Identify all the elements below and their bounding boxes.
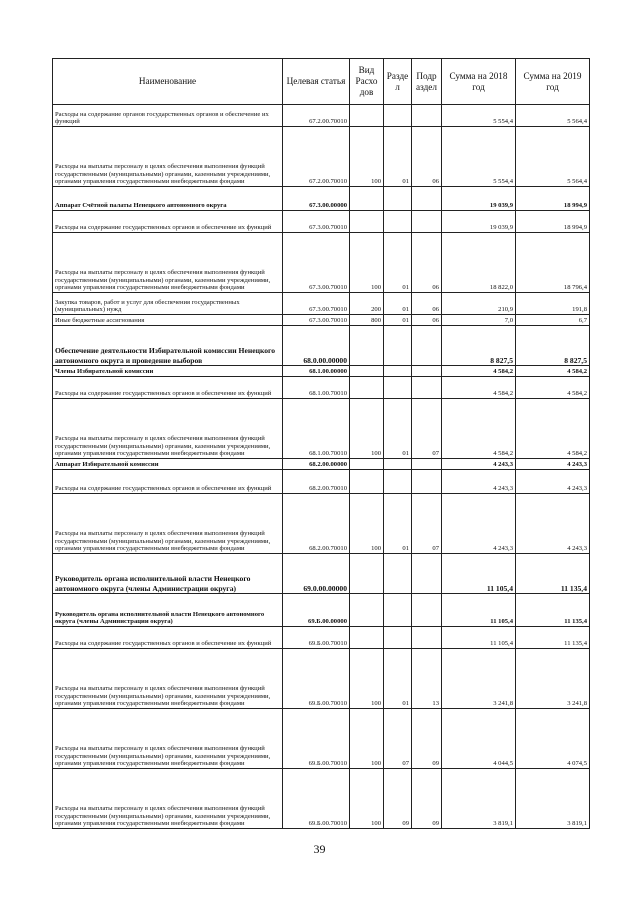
cell-sum-2019: 18 796,4: [516, 233, 590, 293]
cell-razdel: [384, 470, 412, 494]
cell-podrazdel: 06: [412, 233, 442, 293]
table-row: [53, 554, 590, 594]
cell-code: 69.Б.00.00000: [283, 594, 350, 627]
cell-code: 67.2.00.70010: [283, 127, 350, 187]
cell-razdel: 01: [384, 315, 412, 326]
cell-podrazdel: [412, 594, 442, 627]
cell-vid: [350, 459, 384, 470]
cell-code: 68.2.00.00000: [283, 459, 350, 470]
table-row: [53, 127, 590, 187]
cell-razdel: 01: [384, 127, 412, 187]
table-row: [53, 105, 590, 127]
cell-code: 67.3.00.70010: [283, 315, 350, 326]
cell-code: 67.2.00.70010: [283, 105, 350, 127]
header-sum-2018: Сумма на 2018 год: [442, 59, 516, 105]
cell-name: Обеспечение деятельности Избирательной комиссии Ненецкого автономного округа и проведение выборов: [53, 326, 283, 366]
table-row: [53, 187, 590, 211]
cell-name: Члены Избирательной комиссии: [53, 366, 283, 377]
cell-sum-2018: 3 241,8: [442, 649, 516, 709]
cell-sum-2019: 191,8: [516, 293, 590, 315]
cell-sum-2018: 11 105,4: [442, 594, 516, 627]
cell-name: Расходы на содержание государственных органов и обеспечение их функций: [53, 627, 283, 649]
cell-code: 67.3.00.00000: [283, 187, 350, 211]
cell-razdel: [384, 326, 412, 366]
cell-podrazdel: 07: [412, 399, 442, 459]
cell-vid: [350, 187, 384, 211]
cell-sum-2018: 4 243,3: [442, 470, 516, 494]
cell-razdel: [384, 627, 412, 649]
page-number: 39: [313, 842, 326, 856]
cell-vid: [350, 377, 384, 399]
cell-name: Расходы на выплаты персоналу в целях обеспечения выполнения функций государственными (муниципальными) органами, казенными учреждениями, органами управления государственными внебюджетными фондами: [53, 494, 283, 554]
cell-vid: 100: [350, 127, 384, 187]
cell-vid: 100: [350, 494, 384, 554]
cell-code: 67.3.00.70010: [283, 233, 350, 293]
cell-podrazdel: [412, 554, 442, 594]
cell-sum-2019: 4 584,2: [516, 377, 590, 399]
cell-name: Расходы на выплаты персоналу в целях обеспечения выполнения функций государственными (муниципальными) органами, казенными учреждениями, органами управления государственными внебюджетными фондами: [53, 399, 283, 459]
cell-name: Аппарат Избирательной комиссии: [53, 459, 283, 470]
cell-code: 69.Б.00.70010: [283, 709, 350, 769]
table-row: [53, 649, 590, 709]
cell-vid: [350, 211, 384, 233]
cell-name: Расходы на выплаты персоналу в целях обеспечения выполнения функций государственными (муниципальными) органами, казенными учреждениями, органами управления государственными внебюджетными фондами: [53, 233, 283, 293]
cell-podrazdel: 06: [412, 293, 442, 315]
budget-table: [52, 58, 590, 829]
cell-podrazdel: [412, 105, 442, 127]
table-row: [53, 709, 590, 769]
cell-sum-2018: 4 584,2: [442, 366, 516, 377]
header-vid: Вид Расхо дов: [350, 59, 384, 105]
cell-razdel: [384, 377, 412, 399]
cell-code: 67.3.00.70010: [283, 293, 350, 315]
table-row: [53, 594, 590, 627]
cell-sum-2018: 19 039,9: [442, 187, 516, 211]
cell-name: Расходы на содержание государственных органов и обеспечение их функций: [53, 377, 283, 399]
table-row: [53, 233, 590, 293]
cell-podrazdel: [412, 187, 442, 211]
table-row: [53, 326, 590, 366]
cell-name: Аппарат Счётной палаты Ненецкого автономного округа: [53, 187, 283, 211]
cell-sum-2019: 11 135,4: [516, 594, 590, 627]
cell-vid: 100: [350, 399, 384, 459]
cell-vid: 200: [350, 293, 384, 315]
cell-sum-2019: 4 243,3: [516, 470, 590, 494]
cell-podrazdel: 06: [412, 315, 442, 326]
cell-sum-2018: 5 554,4: [442, 127, 516, 187]
table-row: [53, 366, 590, 377]
cell-podrazdel: [412, 326, 442, 366]
cell-code: 68.1.00.00000: [283, 366, 350, 377]
cell-code: 68.1.00.70010: [283, 377, 350, 399]
cell-sum-2019: 8 827,5: [516, 326, 590, 366]
cell-sum-2019: 5 564,4: [516, 105, 590, 127]
cell-razdel: [384, 366, 412, 377]
cell-vid: 100: [350, 233, 384, 293]
cell-sum-2018: 11 105,4: [442, 554, 516, 594]
cell-name: Расходы на выплаты персоналу в целях обеспечения выполнения функций государственными (муниципальными) органами, казенными учреждениями, органами управления государственными внебюджетными фондами: [53, 127, 283, 187]
table-row: [53, 211, 590, 233]
cell-sum-2019: 18 994,9: [516, 211, 590, 233]
cell-sum-2018: 4 584,2: [442, 399, 516, 459]
cell-vid: [350, 105, 384, 127]
table-row: [53, 315, 590, 326]
cell-code: 68.0.00.00000: [283, 326, 350, 366]
cell-podrazdel: [412, 211, 442, 233]
cell-sum-2019: 5 564,4: [516, 127, 590, 187]
cell-sum-2018: 4 584,2: [442, 377, 516, 399]
header-name: Наименование: [53, 59, 283, 105]
cell-sum-2019: 3 241,8: [516, 649, 590, 709]
cell-podrazdel: 13: [412, 649, 442, 709]
cell-sum-2019: 11 135,4: [516, 627, 590, 649]
header-row: [53, 59, 590, 105]
cell-razdel: [384, 459, 412, 470]
cell-podrazdel: 09: [412, 709, 442, 769]
table-row: [53, 293, 590, 315]
cell-sum-2018: 5 554,4: [442, 105, 516, 127]
cell-razdel: 01: [384, 233, 412, 293]
cell-name: Расходы на содержание органов государственных органов и обеспечение их функций: [53, 105, 283, 127]
cell-vid: [350, 594, 384, 627]
cell-podrazdel: 06: [412, 127, 442, 187]
cell-podrazdel: 09: [412, 769, 442, 829]
cell-sum-2019: 11 135,4: [516, 554, 590, 594]
table-row: [53, 470, 590, 494]
cell-code: 68.2.00.70010: [283, 470, 350, 494]
cell-vid: 100: [350, 769, 384, 829]
cell-sum-2018: 3 819,1: [442, 769, 516, 829]
cell-name: Расходы на выплаты персоналу в целях обеспечения выполнения функций государственными (муниципальными) органами, казенными учреждениями, органами управления государственными внебюджетными фондами: [53, 769, 283, 829]
cell-vid: [350, 627, 384, 649]
cell-razdel: 01: [384, 399, 412, 459]
cell-sum-2019: 4 243,3: [516, 494, 590, 554]
cell-code: 69.Б.00.70010: [283, 769, 350, 829]
cell-sum-2019: 4 243,3: [516, 459, 590, 470]
cell-code: 69.Б.00.70010: [283, 649, 350, 709]
cell-razdel: [384, 594, 412, 627]
cell-name: Руководитель органа исполнительной власти Ненецкого автономного округа (члены Администрации округа): [53, 594, 283, 627]
cell-name: Расходы на содержание государственных органов и обеспечение их функций: [53, 470, 283, 494]
cell-code: 68.1.00.70010: [283, 399, 350, 459]
cell-sum-2018: 19 039,9: [442, 211, 516, 233]
cell-podrazdel: [412, 470, 442, 494]
cell-vid: [350, 470, 384, 494]
header-sum-2019: Сумма на 2019 год: [516, 59, 590, 105]
header-razdel: Разде л: [384, 59, 412, 105]
table-row: [53, 494, 590, 554]
cell-razdel: [384, 187, 412, 211]
table-row: [53, 627, 590, 649]
cell-razdel: 01: [384, 649, 412, 709]
cell-code: 68.2.00.70010: [283, 494, 350, 554]
cell-sum-2018: 4 243,3: [442, 494, 516, 554]
cell-vid: 800: [350, 315, 384, 326]
cell-podrazdel: 07: [412, 494, 442, 554]
header-podrazdel: Подр аздел: [412, 59, 442, 105]
cell-sum-2018: 210,9: [442, 293, 516, 315]
cell-razdel: [384, 105, 412, 127]
cell-sum-2018: 18 822,0: [442, 233, 516, 293]
cell-vid: [350, 366, 384, 377]
cell-code: 69.0.00.00000: [283, 554, 350, 594]
cell-sum-2018: 7,0: [442, 315, 516, 326]
table-row: [53, 377, 590, 399]
cell-name: Закупка товаров, работ и услуг для обеспечения государственных (муниципальных) нужд: [53, 293, 283, 315]
cell-vid: [350, 326, 384, 366]
cell-name: Расходы на выплаты персоналу в целях обеспечения выполнения функций государственными (муниципальными) органами, казенными учреждениями, органами управления государственными внебюджетными фондами: [53, 709, 283, 769]
cell-sum-2019: 4 584,2: [516, 366, 590, 377]
cell-code: 69.Б.00.70010: [283, 627, 350, 649]
cell-podrazdel: [412, 627, 442, 649]
cell-sum-2018: 11 105,4: [442, 627, 516, 649]
cell-razdel: 01: [384, 293, 412, 315]
cell-sum-2018: 8 827,5: [442, 326, 516, 366]
cell-podrazdel: [412, 459, 442, 470]
cell-razdel: [384, 211, 412, 233]
cell-sum-2019: 4 584,2: [516, 399, 590, 459]
cell-podrazdel: [412, 377, 442, 399]
cell-podrazdel: [412, 366, 442, 377]
cell-sum-2019: 3 819,1: [516, 769, 590, 829]
cell-sum-2019: 4 074,5: [516, 709, 590, 769]
table-row: [53, 399, 590, 459]
cell-name: Руководитель органа исполнительной власти Ненецкого автономного округа (члены Администрации округа): [53, 554, 283, 594]
cell-vid: [350, 554, 384, 594]
cell-razdel: 09: [384, 769, 412, 829]
table-row: [53, 459, 590, 470]
cell-name: Иные бюджетные ассигнования: [53, 315, 283, 326]
table-row: [53, 769, 590, 829]
cell-vid: 100: [350, 709, 384, 769]
cell-razdel: 07: [384, 709, 412, 769]
cell-vid: 100: [350, 649, 384, 709]
cell-name: Расходы на содержание государственных органов и обеспечение их функций: [53, 211, 283, 233]
cell-sum-2018: 4 044,5: [442, 709, 516, 769]
header-target: Целевая статья: [283, 59, 350, 105]
cell-razdel: [384, 554, 412, 594]
cell-sum-2019: 18 994,9: [516, 187, 590, 211]
cell-code: 67.3.00.70010: [283, 211, 350, 233]
cell-sum-2019: 6,7: [516, 315, 590, 326]
cell-razdel: 01: [384, 494, 412, 554]
cell-name: Расходы на выплаты персоналу в целях обеспечения выполнения функций государственными (муниципальными) органами, казенными учреждениями, органами управления государственными внебюджетными фондами: [53, 649, 283, 709]
cell-sum-2018: 4 243,3: [442, 459, 516, 470]
